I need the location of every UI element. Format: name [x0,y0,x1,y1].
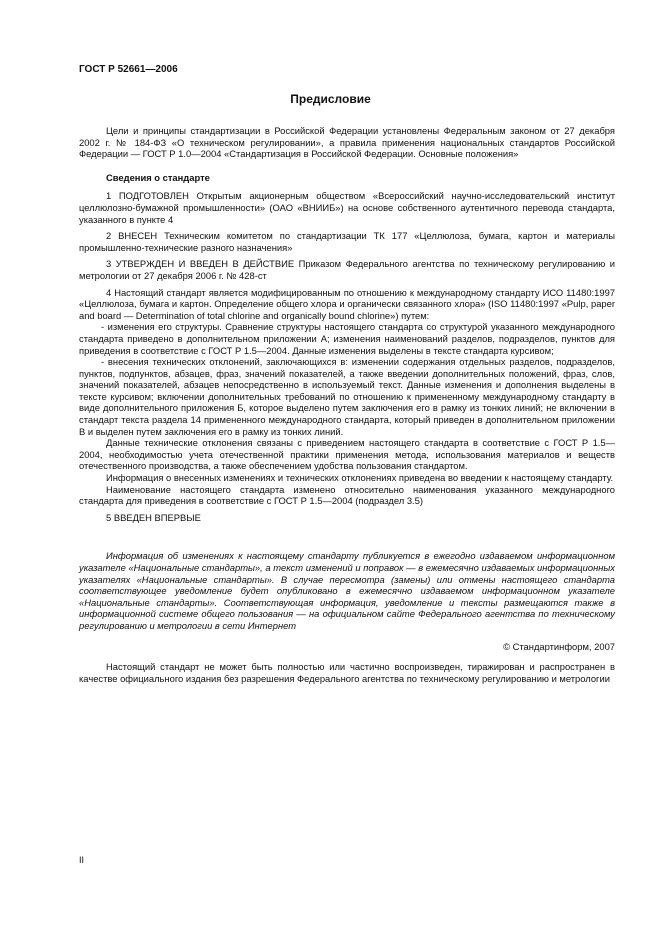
copyright: © Стандартинформ, 2007 [503,640,615,652]
section-heading: Сведения о стандарте [106,171,210,183]
intro-paragraph: Цели и принципы стандартизации в Российской Федерации установлены Федеральным законом от 27 декабря 2002 г. № 184-ФЗ «О техническом регулировании», а правила применения национальных стандартов Российской Федерации — ГОСТ Р 1.0—2004 «Стандартизация в Российской Федерации. Основные положения» [79,125,615,160]
item-1-prepared: 1 ПОДГОТОВЛЕН Открытым акционерным обществом «Всероссийский научно-исследовательский институт целлюлозно-бумажной промышленности» (ОАО «ВНИИБ») на основе собственного аутентичного перевода стандарта, указанного в пункте 4 [79,190,615,225]
info-notice: Информация об изменениях к настоящему стандарту публикуется в ежегодно издаваемом информационном указателе «Национальные стандарты», а текст изменений и поправок — в ежемесячно издаваемых информационных указателях «Национальные стандарты». В случае пересмотра (замены) или отмены настоящего стандарта соответствующее уведомление будет опубликовано в ежемесячно издаваемом информационном указателе «Национальные стандарты». Соответствующая информация, уведомление и тексты размещаются также в информационной системе общего пользования — на официальном сайте Федерального агентства по техническому регулированию и метрологии в сети Интернет [79,550,615,631]
item-4-title-change: Наименование настоящего стандарта изменено относительно наименования указанного международного стандарта для приведения в соответствие с ГОСТ Р 1.5—2004 (подраздел 3.5) [79,483,615,507]
item-4-changes-info: Информация о внесенных изменениях и технических отклонениях приведена во введении к настоящему стандарту. [106,472,614,484]
document-id-header: ГОСТ Р 52661—2006 [79,64,178,75]
item-4-bullet-structure: - изменения его структуры. Сравнение структуры настоящего стандарта со структурой указанного международного стандарта приведено в дополнительном приложении А; изменения наименований разделов, подразделов, пунктов для приведения в соответствие с ГОСТ Р 1.5—2004. Данные изменения выделены в тексте стандарта курсивом; [79,321,615,356]
item-4-bullet-deviations: - внесения технических отклонений, заключающихся в: изменении содержания отдельных разделов, подразделов, пунктов, подпунктов, абзацев, фраз, значений показателей, а также введении дополнительных положений, фраз, слов, значений показателей, абзацев непосредственно в используемый текст. Данные изменения и дополнения выделены в тексте курсивом; включении дополнительных требований по отношению к примененному международному стандарту в виде дополнительного приложения Б, которое выделено путем заключения его в рамку из тонких линий; не включении в стандарт текста раздела 14 примененного международного стандарта, который приведен в дополнительном приложении В и выделен путем заключения его в рамку из тонких линий. [79,356,615,437]
item-3-approved: 3 УТВЕРЖДЕН И ВВЕДЕН В ДЕЙСТВИЕ Приказом Федерального агентства по техническому регулированию и метрологии от 27 декабря 2006 г. № 428-ст [79,258,615,281]
reproduction-notice: Настоящий стандарт не может быть полностью или частично воспроизведен, тиражирован и распространен в качестве официального издания без разрешения Федерального агентства по техническому регулированию и метрологии [79,661,615,684]
item-5-first-introduced: 5 ВВЕДЕН ВПЕРВЫЕ [106,511,201,523]
document-body [79,125,615,684]
item-2-introduced: 2 ВНЕСЕН Техническим комитетом по стандартизации ТК 177 «Целлюлоза, бумага, картон и материалы промышленно-технические разного назначения» [79,230,615,253]
page-number: II [79,855,85,865]
item-4-deviations-reason: Данные технические отклонения связаны с приведением настоящего стандарта в соответствие с ГОСТ Р 1.5—2004, необходимостью учета отечественной практики применения метода, использования материалов и веществ отечественного производства, а также обеспечением удобства пользования стандартом. [79,437,615,472]
page-title: Предисловие [290,92,371,106]
item-4-modification: 4 Настоящий стандарт является модифицированным по отношению к международному стандарту ИСО 11480:1997 «Целлюлоза, бумага и картон. Определение общего хлора и органически связанного хлора» (ISO 11480:1997 «Pulp, paper and board — Determination of total chlorine and organically bound chlorine») путем: [79,286,615,321]
